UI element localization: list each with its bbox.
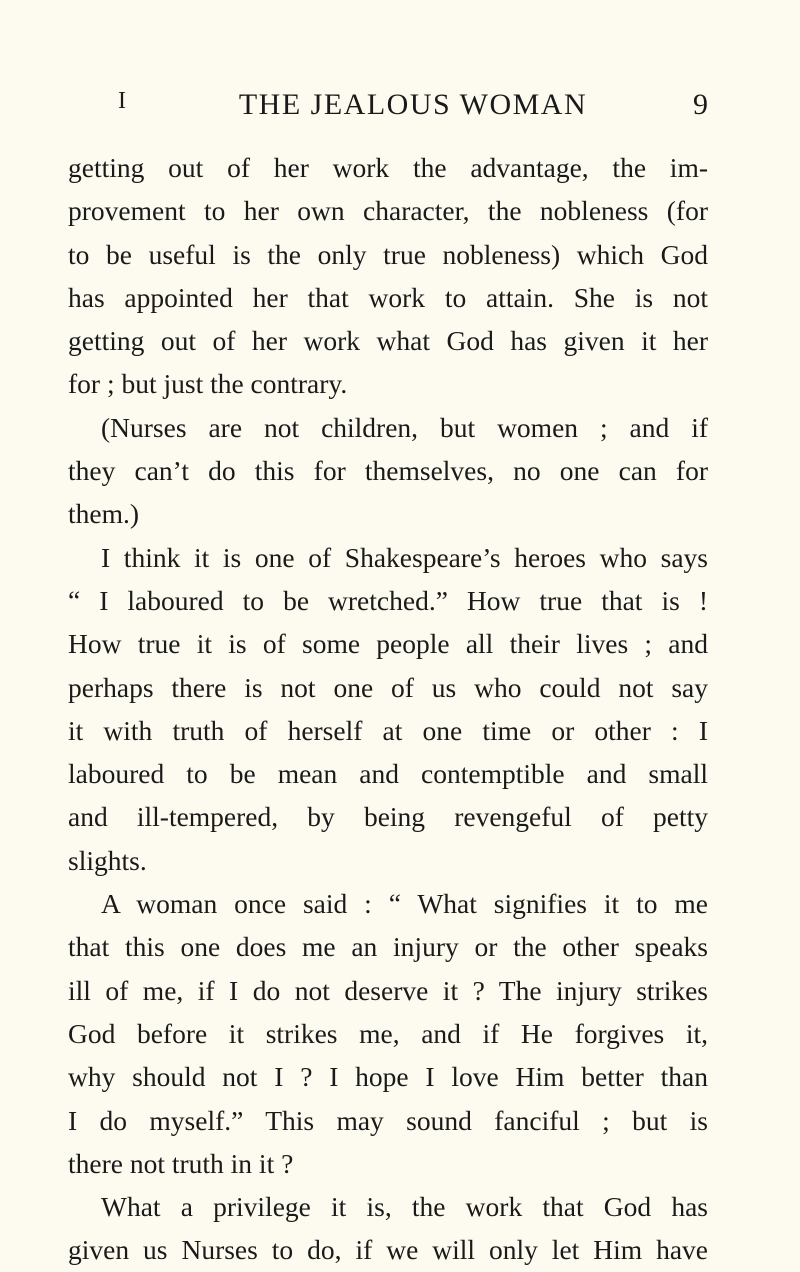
text-line: them.): [68, 498, 140, 530]
text-line: getting out of her work what God has given it her: [68, 325, 708, 357]
text-line: A woman once said : “ What signifies it to me: [101, 888, 708, 920]
text-line: to be useful is the only true nobleness) which God: [68, 238, 708, 270]
page-number: 9: [693, 88, 708, 121]
text-line: getting out of her work the advantage, the im-: [68, 152, 708, 183]
text-line: perhaps there is not one of us who could not say: [68, 671, 708, 703]
text-line: slights.: [68, 844, 147, 876]
text-line: for ; but just the contrary.: [68, 368, 348, 400]
text-line: and ill-tempered, by being revengeful of petty: [68, 801, 708, 833]
text-line: How true it is of some people all their lives ; and: [68, 628, 708, 660]
text-line: has appointed her that work to attain. She is not: [68, 281, 708, 313]
text-line: “ I laboured to be wretched.” How true that is !: [68, 584, 708, 616]
text-line: God before it strikes me, and if He forgives it,: [68, 1017, 708, 1049]
text-line: why should not I ? I hope I love Him better than: [68, 1061, 708, 1093]
text-line: (Nurses are not children, but women ; and if: [101, 411, 708, 443]
running-header: [118, 88, 708, 128]
text-line: that this one does me an injury or the other speaks: [68, 931, 708, 963]
text-line: provement to her own character, the nobleness (for: [68, 195, 708, 227]
text-line: given us Nurses to do, if we will only let Him have: [68, 1234, 708, 1266]
text-line: laboured to be mean and contemptible and small: [68, 758, 708, 790]
text-line: I think it is one of Shakespeare’s heroes who says: [101, 541, 708, 573]
body-text: [68, 146, 708, 1272]
chapter-number: I: [118, 88, 127, 114]
text-line: I do myself.” This may sound fanciful ; but is: [68, 1104, 708, 1136]
text-line: they can’t do this for themselves, no one can for: [68, 455, 708, 487]
text-line: ill of me, if I do not deserve it ? The injury strikes: [68, 974, 708, 1006]
text-line: it with truth of herself at one time or other : I: [68, 714, 708, 746]
running-title: THE JEALOUS WOMAN: [238, 88, 588, 121]
text-line: there not truth in it ?: [68, 1147, 294, 1179]
text-line: What a privilege it is, the work that God has: [101, 1191, 708, 1223]
